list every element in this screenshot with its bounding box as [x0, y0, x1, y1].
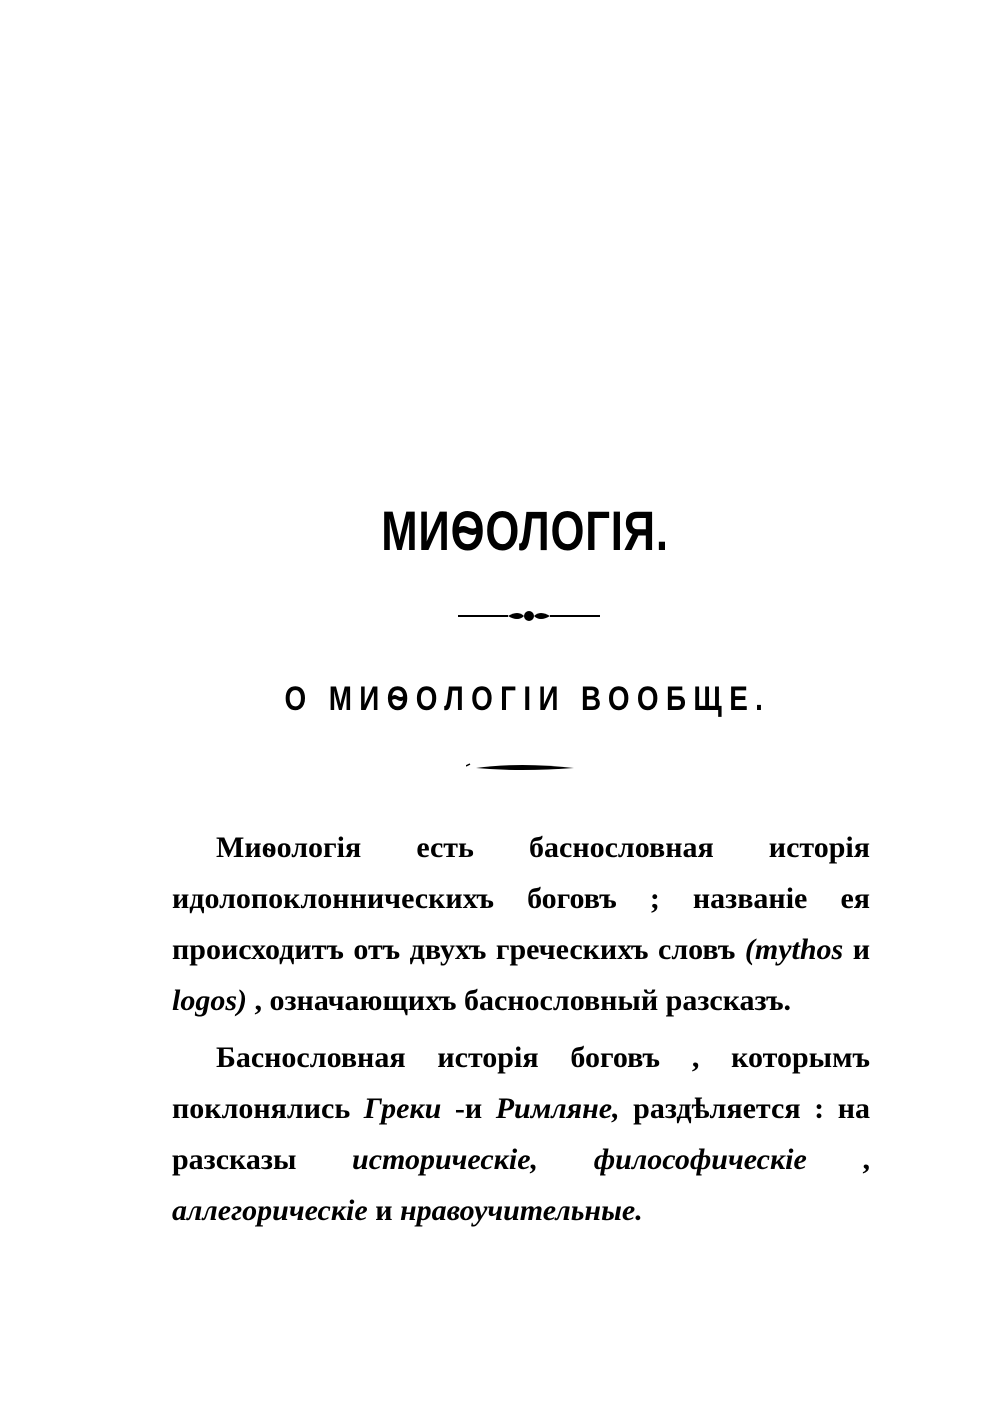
ornament-divider [458, 606, 600, 626]
section-heading: О МИѲОЛОГІИ ВООБЩЕ. [284, 680, 771, 718]
rule-divider [466, 758, 574, 776]
word-nravouchitelnye: нравоучительные. [400, 1194, 643, 1227]
word-mythos: (mythos [744, 933, 844, 966]
word-istoricheskie: историческіе, [352, 1143, 539, 1176]
word-logos: logos) [172, 984, 247, 1017]
body-text [172, 822, 870, 1236]
word-allegoricheskie: аллегорическіе [172, 1194, 368, 1227]
word-filosoficheskie: философическіе [593, 1143, 807, 1176]
paragraph-2: Баснословная исторія боговъ , которымъ поклонялись Греки -и Римляне, раздѣляется : на разсказы историческіе, философическіе , аллегорическіе и нравоучительные. [172, 1041, 871, 1227]
word-greki: Греки [363, 1092, 442, 1125]
page-title: МИѲОЛОГІЯ. [381, 499, 669, 562]
paragraph-1: Миѳологія есть баснословная исторія идолопоклонническихъ боговъ ; названіе ея происходитъ отъ двухъ греческихъ словъ (mythos и logos) , означающихъ баснословный разсказъ. [172, 831, 870, 1017]
word-rimlyane: Римляне, [495, 1092, 620, 1125]
